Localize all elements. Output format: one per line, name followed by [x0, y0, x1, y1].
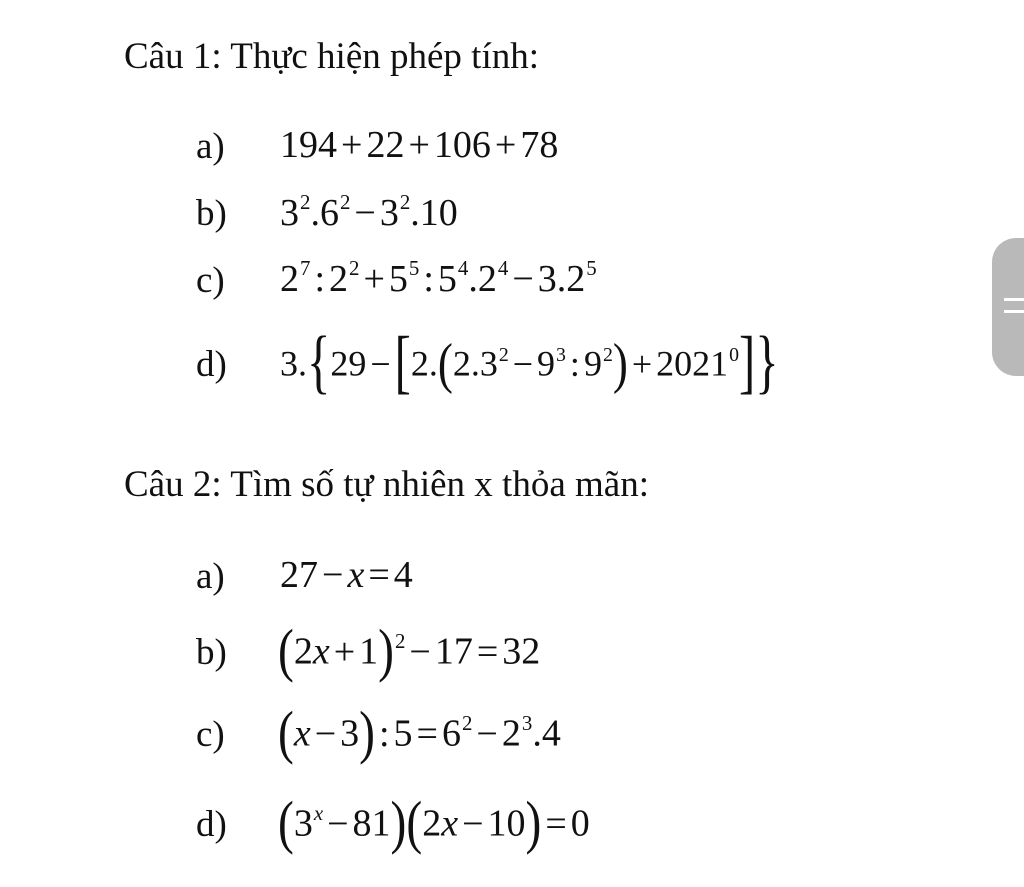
s2-item-d-expression: $(3^x - 81)(2x - 10) = 0$	[278, 790, 590, 856]
scrollbar-handle[interactable]	[992, 238, 1024, 376]
section2-heading: Câu 2: Tìm số tự nhiên x thỏa mãn:	[124, 464, 649, 505]
s1-item-a-expression: 194 + 22 + 106 + 78	[280, 124, 559, 166]
s1-item-b-label: b)	[196, 193, 227, 234]
s1-item-a-label: a)	[196, 126, 225, 167]
s2-item-b-expression: $(2x + 1)^2 - 17 = 32$	[278, 618, 541, 684]
s2-item-a-label: a)	[196, 556, 225, 597]
s1-item-b-expression: $3^2.6^2 - 3^2.10$	[280, 190, 458, 234]
s2-item-d-label: d)	[196, 804, 227, 845]
s2-item-b-label: b)	[196, 632, 227, 673]
s2-item-c-expression: (x − 3) : $5 = 6^2 - 2^3.4$	[278, 700, 561, 766]
s1-item-d-expression: $3.\{29 -[2.(2.3^2 - 9^3$ : $9^2) + 2021^0$]}	[280, 322, 779, 401]
s2-item-a-expression: 27 − x = 4	[280, 554, 413, 596]
s2-item-c-label: c)	[196, 714, 225, 755]
s1-item-c-label: c)	[196, 260, 225, 301]
s1-item-d-label: d)	[196, 344, 227, 385]
section1-heading: Câu 1: Thực hiện phép tính:	[124, 36, 540, 77]
s1-item-c-expression: $2^7$ : $2^2 + 5^5$ : $5^4.2^4 - 3.2^5$	[280, 256, 597, 300]
